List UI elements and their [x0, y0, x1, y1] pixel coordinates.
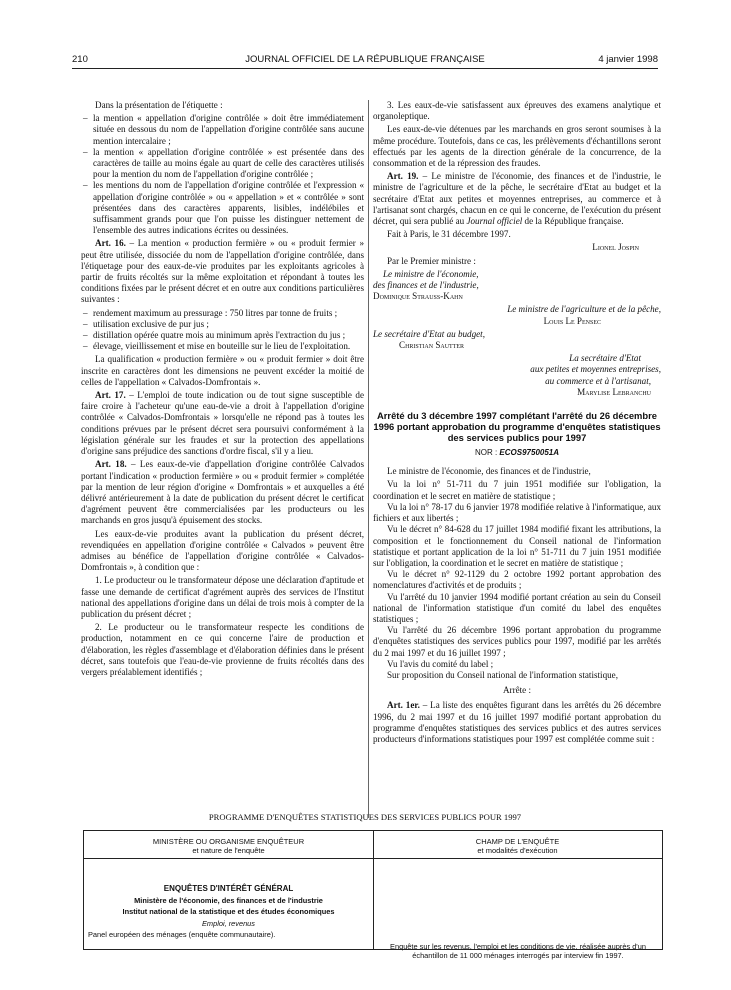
institute-name: Institut national de la statistique et des études économiques [122, 907, 335, 916]
visa: Vu la loi n° 78-17 du 6 janvier 1978 modifiée relative à l'informatique, aux fichiers et aux libertés ; [373, 501, 661, 524]
nor-reference: NOR : ECOS9750051A [474, 448, 560, 458]
signature-agriculture-minister: Louis Le Pensec [543, 315, 601, 326]
decree-title: Arrêté du 3 décembre 1997 complétant l'arrêté du 26 décembre 1996 portant approbation du programme d'enquêtes statistiques des services publics pour 1997 [373, 410, 661, 444]
ministry-name: Ministère de l'économie, des finances et de l'industrie [134, 895, 323, 905]
list-item: – distillation opérée quatre mois au minimum après l'extraction du jus ; [81, 330, 364, 341]
visa: Sur proposition du Conseil national de l'information statistique, [387, 669, 618, 680]
survey-table [83, 830, 663, 960]
list-item: – rendement maximum au pressurage : 750 litres par tonne de fruits ; [81, 308, 364, 319]
signature-intro: Par le Premier ministre : [387, 255, 476, 266]
left-column [81, 100, 364, 680]
column-divider [368, 100, 369, 818]
survey-subject: Emploi, revenus [202, 918, 255, 928]
paragraph: 3. Les eaux-de-vie satisfassent aux épreuves des examens analytique et organoleptique. [373, 100, 661, 122]
sme-secretary-title-2: aux petites et moyennes entreprises, [530, 364, 661, 375]
journal-title: JOURNAL OFFICIEL DE LA RÉPUBLIQUE FRANÇAISE [245, 54, 485, 65]
page-number: 210 [72, 54, 88, 65]
list-item: – les mentions du nom de l'appellation d'origine contrôlée et l'expression « appellation d'origine contrôlée » ou « appellation » et « contrôlée » sont présentées dans des caractères apparents, lisibles, indélébiles et suffisamment grands pour que l'on puisse les distinguer nettement de l'ensemble des autres indications écrites ou dessinées. [81, 180, 364, 236]
table-cell-organism [84, 859, 373, 941]
paragraph: La qualification « production fermière » ou « produit fermier » doit être inscrite en caractères dont les dimensions ne peuvent excéder la moitié de celles de l'appellation « Calvados-Domfrontais ». [81, 354, 364, 387]
header-rule [72, 68, 658, 69]
farm-conditions-list [81, 308, 364, 353]
page-header [72, 54, 658, 68]
list-item: – utilisation exclusive de pur jus ; [81, 319, 364, 330]
minister-economy-title-2: des finances et de l'industrie, [373, 280, 479, 291]
section-heading: ENQUÊTES D'INTÉRÊT GÉNÉRAL [163, 884, 294, 893]
paragraph: Les eaux-de-vie produites avant la publication du présent décret, revendiquées en appellation d'origine contrôlée « Calvados » peuvent être admises au bénéfice de l'appellation d'origine contrôlée « Calvados-Domfrontais », à condition que : [81, 528, 364, 573]
budget-secretary-title: Le secrétaire d'Etat au budget, [373, 328, 485, 339]
paragraph: 1. Le producteur ou le transformateur dépose une déclaration d'aptitude et fasse une demande de certificat d'agrément auprès des services de l'Institut national des appellations d'origine dans un délai de trois mois à compter de la publication du présent décret ; [81, 575, 364, 619]
visa: Vu le décret n° 84-628 du 17 juillet 1984 modifié fixant les attributions, la composition et le fonctionnement du Conseil national de l'information statistique et portant application de la loi n° 51-711 du 7 juin 1951 modifiée sur l'obligation, la coordination et le secret en matière de statistique ; [373, 524, 661, 568]
signature-sme-secretary: Marylise Lebranchu [577, 386, 651, 397]
right-column [373, 100, 661, 747]
decree-word: Arrête : [502, 685, 532, 696]
signature-prime-minister: Lionel Jospin [592, 242, 639, 253]
table-title: PROGRAMME D'ENQUÊTES STATISTIQUES DES SERVICES PUBLICS POUR 1997 [208, 812, 522, 822]
signature-budget-secretary: Christian Sautter [399, 340, 465, 351]
article-1: Art. 1er. – La liste des enquêtes figurant dans les arrêtés du 26 décembre 1996, du 2 mai 1997 et du 16 juillet 1997 modifié portant approbation du programme d'enquêtes statistiques des services publics et des autres services producteurs d'informations statistiques pour 1997 est complétée comme suit : [373, 700, 661, 744]
visa: Le ministre de l'économie, des finances et de l'industrie, [387, 466, 591, 477]
survey-name: Panel européen des ménages (enquête communautaire). [88, 930, 276, 939]
table-cell-scope [374, 859, 662, 960]
label-intro: Dans la présentation de l'étiquette : [95, 100, 223, 110]
list-item: – élevage, vieillissement et mise en bouteille sur le lieu de l'exploitation. [81, 341, 364, 352]
issue-date: 4 janvier 1998 [598, 54, 658, 65]
list-item: – la mention « appellation d'origine contrôlée » est présentée dans des caractères de taille au moins égale au quart de celle des caractères utilisés pour la mention du nom de l'appellation d'origine contrôlée ; [81, 147, 364, 181]
paragraph: Les eaux-de-vie détenues par les marchands en gros seront soumises à la même procédure. Toutefois, dans ce cas, les prélèvements d'échantillons seront effectués par les agents de la direction générale de la concurrence, de la consommation et de la répression des fraudes. [373, 124, 661, 169]
visa: Vu le décret n° 92-1129 du 2 octobre 1992 portant approbation des nomenclatures d'activités et de produits ; [373, 569, 661, 591]
label-rules-list [81, 113, 364, 236]
visa: Vu l'arrêté du 10 janvier 1994 modifié portant création au sein du Conseil national de l'information statistique d'un comité du label des enquêtes statistiques ; [373, 591, 661, 624]
signature-economy-minister: Dominique Strauss-Kahn [373, 291, 463, 302]
visa: Vu l'arrêté du 26 décembre 1996 portant approbation du programme d'enquêtes statistiques des services publics pour 1997, modifié par les arrêtés du 2 mai 1997 et du 16 juillet 1997 ; [373, 625, 661, 658]
visa: Vu l'avis du comité du label ; [387, 658, 494, 669]
table-header-organism: MINISTÈRE OU ORGANISME ENQUÊTEUR et nature de l'enquête [84, 831, 373, 859]
visa: Vu la loi n° 51-711 du 7 juin 1951 modifiée sur l'obligation, la coordination et le secret en matière de statistique ; [373, 479, 661, 501]
survey-scope: Enquête sur les revenus, l'emploi et les conditions de vie, réalisée auprès d'un échantillon de 11 000 ménages interrogés par interview fin 1997. [390, 942, 646, 960]
list-item: – la mention « appellation d'origine contrôlée » doit être immédiatement située en dessous du nom de l'appellation d'origine contrôlée sans aucune mention intercalaire ; [81, 113, 364, 147]
sme-secretary-title-3: au commerce et à l'artisanat, [545, 375, 651, 386]
article-17: Art. 17. – L'emploi de toute indication ou de tout signe susceptible de faire croire à l'acheteur qu'une eau-de-vie a droit à l'appellation d'origine contrôlée « Calvados-Domfrontais » lorsqu'elle ne répond pas à toutes les conditions prévues par le présent décret sera poursuivi conformément à la législation générale sur les fraudes et sur la protection des appellations d'origine sans préjudice des sanctions d'ordre fiscal, s'il y a lieu. [81, 390, 365, 457]
article-16: Art. 16. – La mention « production fermière » ou « produit fermier » peut être utilisée, dissociée du nom de l'appellation d'origine contrôlée, dans l'étiquetage pour des eaux-de-vie produites par les exploitants agricoles à partir de fruits récoltés sur la même exploitation et répondant à toutes les conditions fixées par le présent décret et en outre aux conditions particulières suivantes : [81, 238, 364, 305]
minister-agriculture-title: Le ministre de l'agriculture et de la pêche, [507, 304, 661, 315]
signing-place-date: Fait à Paris, le 31 décembre 1997. [387, 229, 511, 240]
paragraph: 2. Le producteur ou le transformateur respecte les conditions de production, notamment en ce qui concerne l'aire de production et d'élaboration, les règles d'assemblage et d'élaboration définies dans le présent décret, sans toutefois que l'eau-de-vie provienne de fruits récoltés dans des vergers préalablement identifiés ; [81, 622, 364, 677]
article-18: Art. 18. – Les eaux-de-vie d'appellation d'origine contrôlée Calvados portant l'indication « production fermière » ou « produit fermier » complétée par la mention de leur région d'origine « Domfrontais » et auxquelles a été délivré antérieurement à la date de publication du présent décret le certificat d'agrément peuvent être commercialisées par les producteurs ou les marchands en gros jusqu'à épuisement des stocks. [81, 459, 364, 526]
table-header-scope: CHAMP DE L'ENQUÊTE et modalités d'exécution [373, 831, 662, 859]
minister-economy-title: Le ministre de l'économie, [383, 268, 479, 279]
article-19: Art. 19. – Le ministre de l'économie, des finances et de l'industrie, le ministre de l'agriculture et de la pêche, le secrétaire d'Etat au budget et la secrétaire d'Etat aux petites et moyennes entreprises, au commerce et à l'artisanat sont chargés, chacun en ce qui le concerne, de l'exécution du présent décret, qui sera publié au Journal officiel de la République française. [373, 171, 662, 227]
sme-secretary-title: La secrétaire d'Etat [569, 353, 641, 364]
